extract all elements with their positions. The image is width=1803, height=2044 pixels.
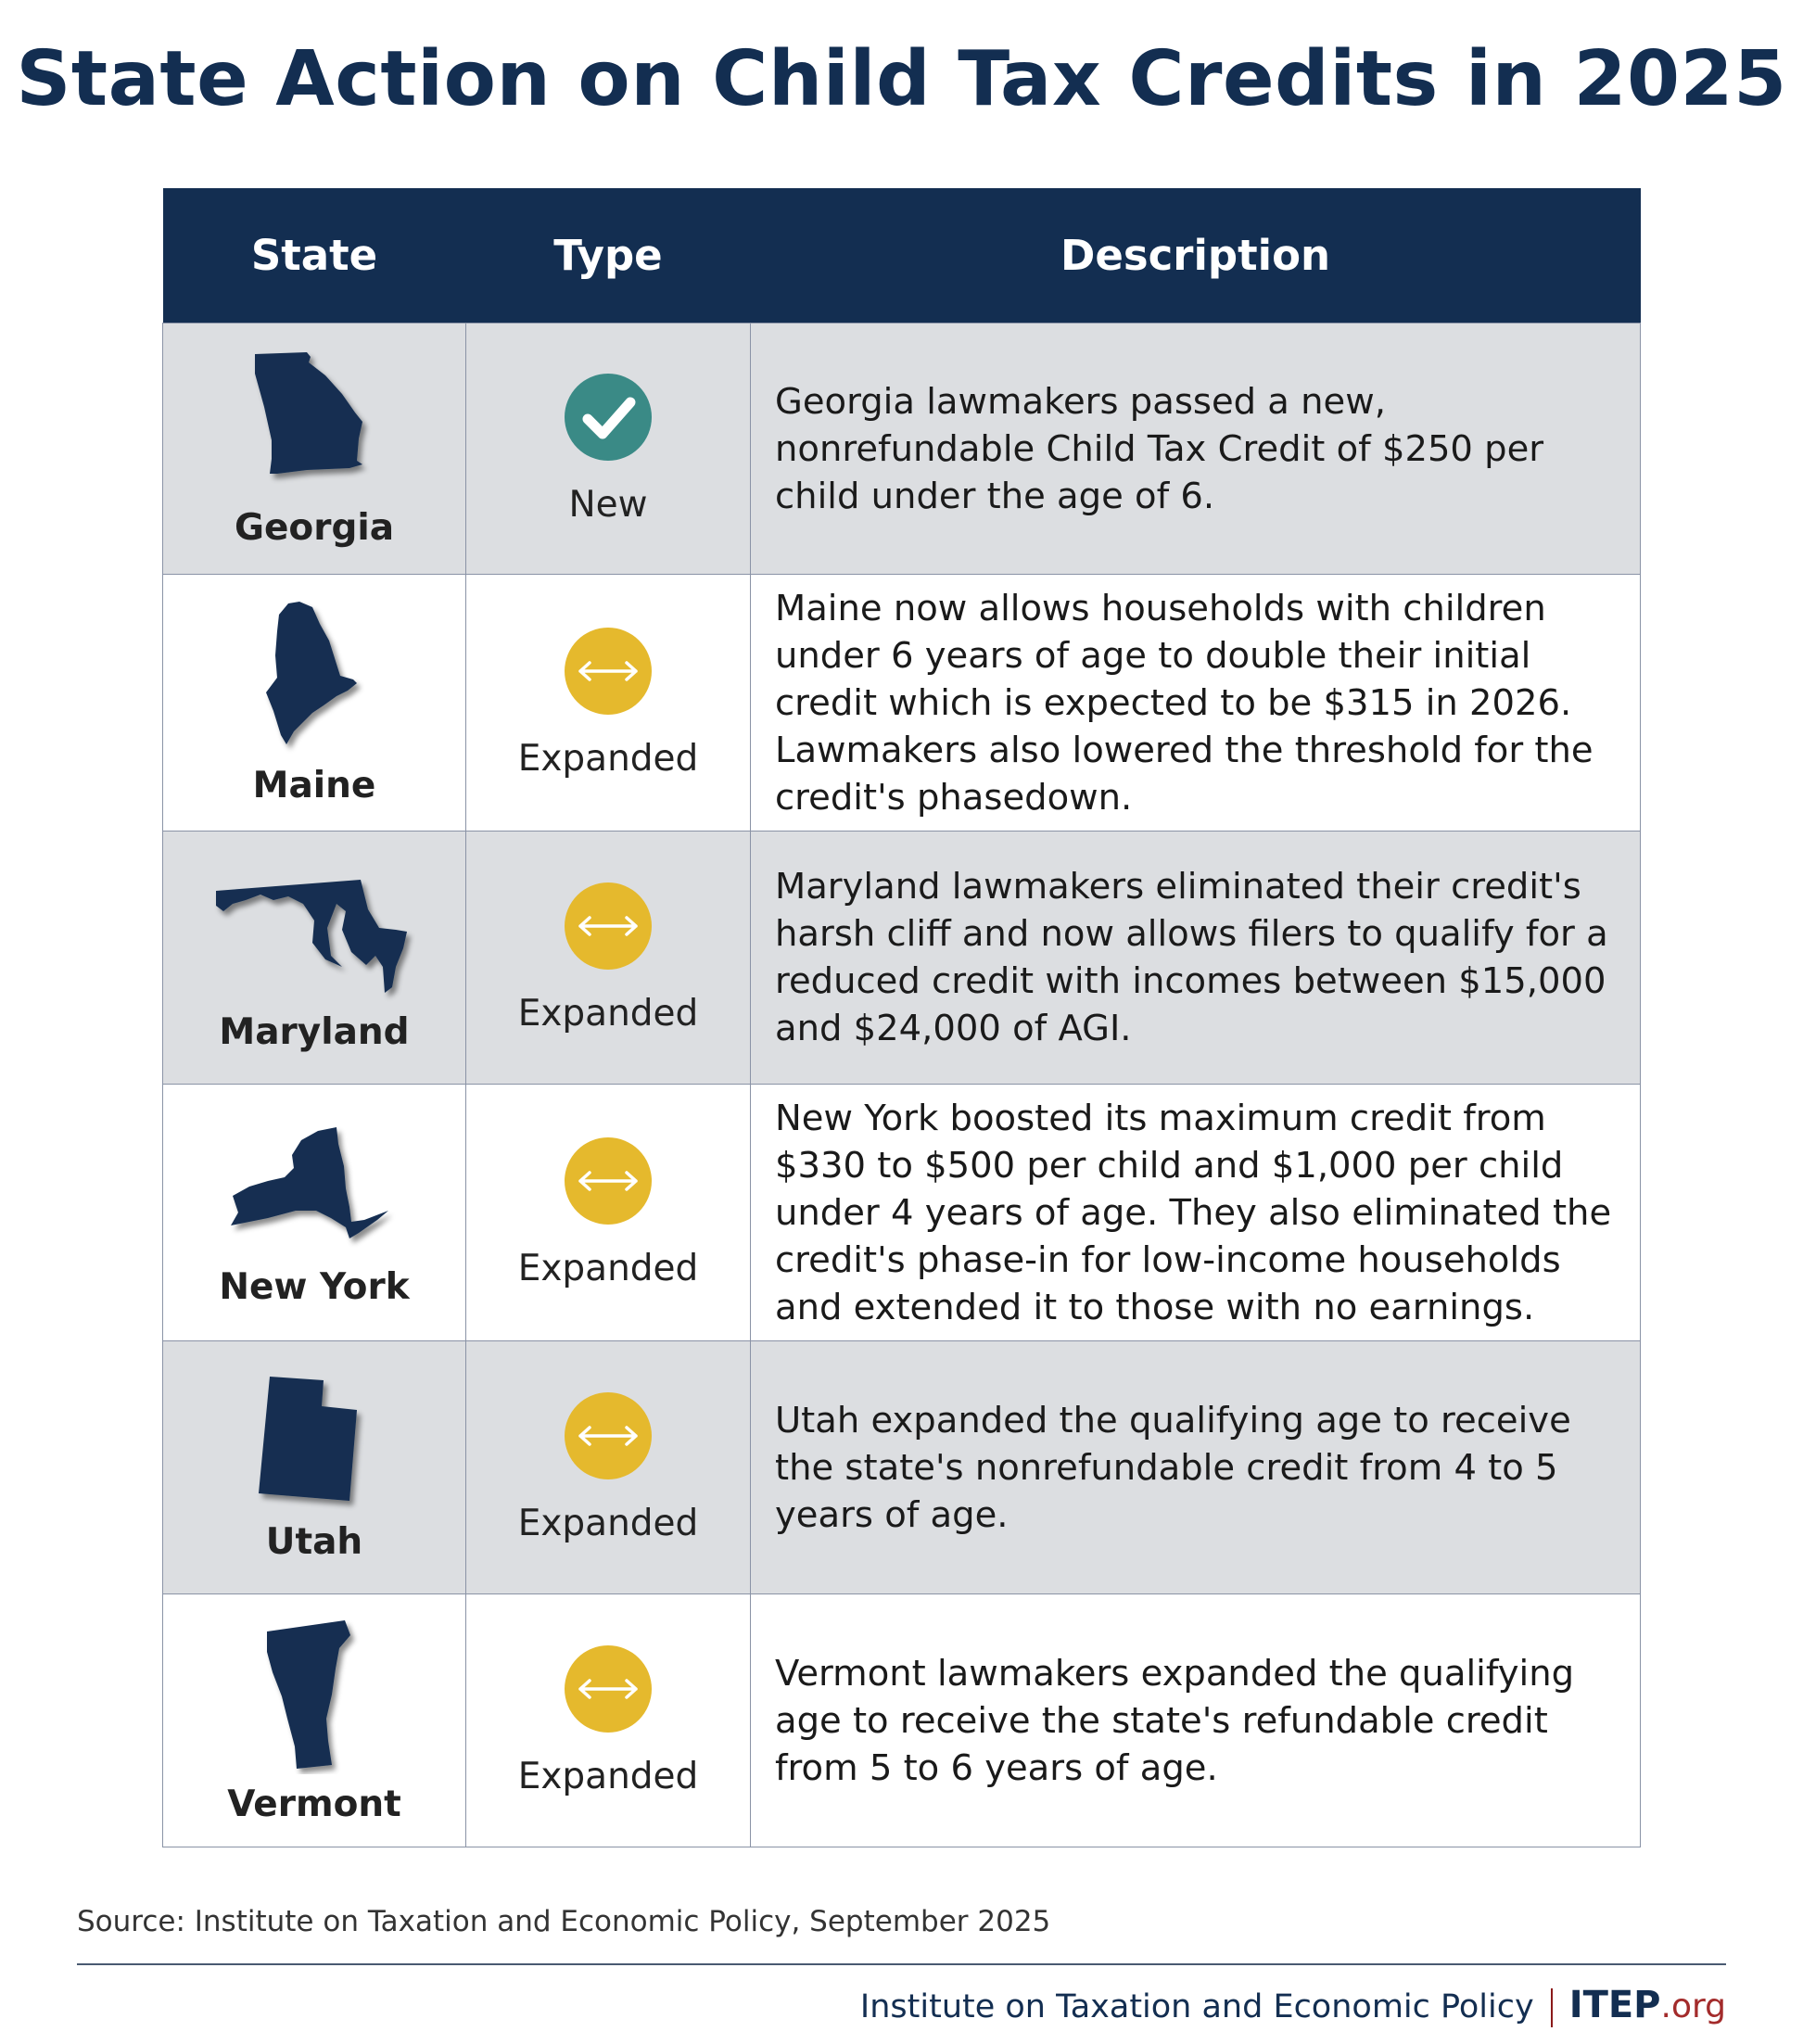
header-description: Description [751,188,1641,324]
type-label: New [568,483,648,526]
double-arrow-icon [564,1391,653,1480]
state-cell [163,832,466,1085]
double-arrow-icon [564,1644,653,1733]
double-arrow-icon [564,882,653,971]
description-cell: Utah expanded the qualifying age to receive the state's nonrefundable credit from 4 to 5 years of age. [751,1341,1641,1594]
state-name: Georgia [234,506,395,549]
state-cell [163,1085,466,1341]
state-cell [163,1594,466,1847]
description-cell: Georgia lawmakers passed a new, nonrefundable Child Tax Credit of $250 per child under the age of 6. [751,324,1641,575]
credits-table [162,188,1641,1847]
utah-map-icon [249,1373,379,1512]
brand-suffix: .org [1660,1987,1726,2025]
type-cell [466,1341,751,1594]
footer-separator [1551,1988,1553,2027]
table-row [163,1085,1641,1341]
new-york-map-icon [222,1118,407,1257]
table-row [163,832,1641,1085]
type-label: Expanded [517,992,699,1035]
table-row [163,575,1641,832]
maryland-map-icon [212,863,416,1002]
type-cell [466,832,751,1085]
description-cell: Maine now allows households with children under 6 years of age to double their initial credit which is expected to be $315 in 2026. Lawmakers also lowered the threshold for the credit's phasedown. [751,575,1641,832]
page-title: State Action on Child Tax Credits in 2025 [16,35,1787,123]
description-cell: Vermont lawmakers expanded the qualifying age to receive the state's refundable credit from 5 to 6 years of age. [751,1594,1641,1847]
state-name: Utah [265,1520,363,1563]
state-cell [163,1341,466,1594]
header-type: Type [466,188,751,324]
vermont-map-icon [254,1617,375,1774]
table-row [163,1594,1641,1847]
type-label: Expanded [517,1755,699,1797]
footer-divider [77,1963,1726,1965]
state-name: New York [219,1265,410,1308]
state-name: Vermont [227,1783,401,1825]
type-label: Expanded [517,1247,699,1289]
georgia-map-icon [240,349,388,498]
state-name: Maine [252,764,376,806]
double-arrow-icon [564,1136,653,1225]
table-row [163,324,1641,575]
checkmark-icon [564,373,653,462]
type-label: Expanded [517,1502,699,1544]
type-label: Expanded [517,737,699,780]
state-name: Maryland [219,1010,410,1053]
brand-logo: ITEP [1568,1984,1661,2026]
state-cell [163,324,466,575]
header-state: State [163,188,466,324]
type-cell [466,575,751,832]
maine-map-icon [240,600,388,755]
double-arrow-icon [564,627,653,716]
type-cell [466,1085,751,1341]
source-note: Source: Institute on Taxation and Economic Policy, September 2025 [77,1905,1051,1938]
description-cell: New York boosted its maximum credit from $330 to $500 per child and $1,000 per child under 4 years of age. They also eliminated the credit's phase-in for low-income households and extended it to those with no earnings. [751,1085,1641,1341]
description-cell: Maryland lawmakers eliminated their credit's harsh cliff and now allows filers to qualify for a reduced credit with incomes between $15,000 and $24,000 of AGI. [751,832,1641,1085]
type-cell [466,1594,751,1847]
table-row [163,1341,1641,1594]
table-header-row [163,188,1641,324]
state-cell [163,575,466,832]
footer-org-name: Institute on Taxation and Economic Policy [859,1988,1534,2025]
footer [860,1984,1726,2027]
type-cell [466,324,751,575]
